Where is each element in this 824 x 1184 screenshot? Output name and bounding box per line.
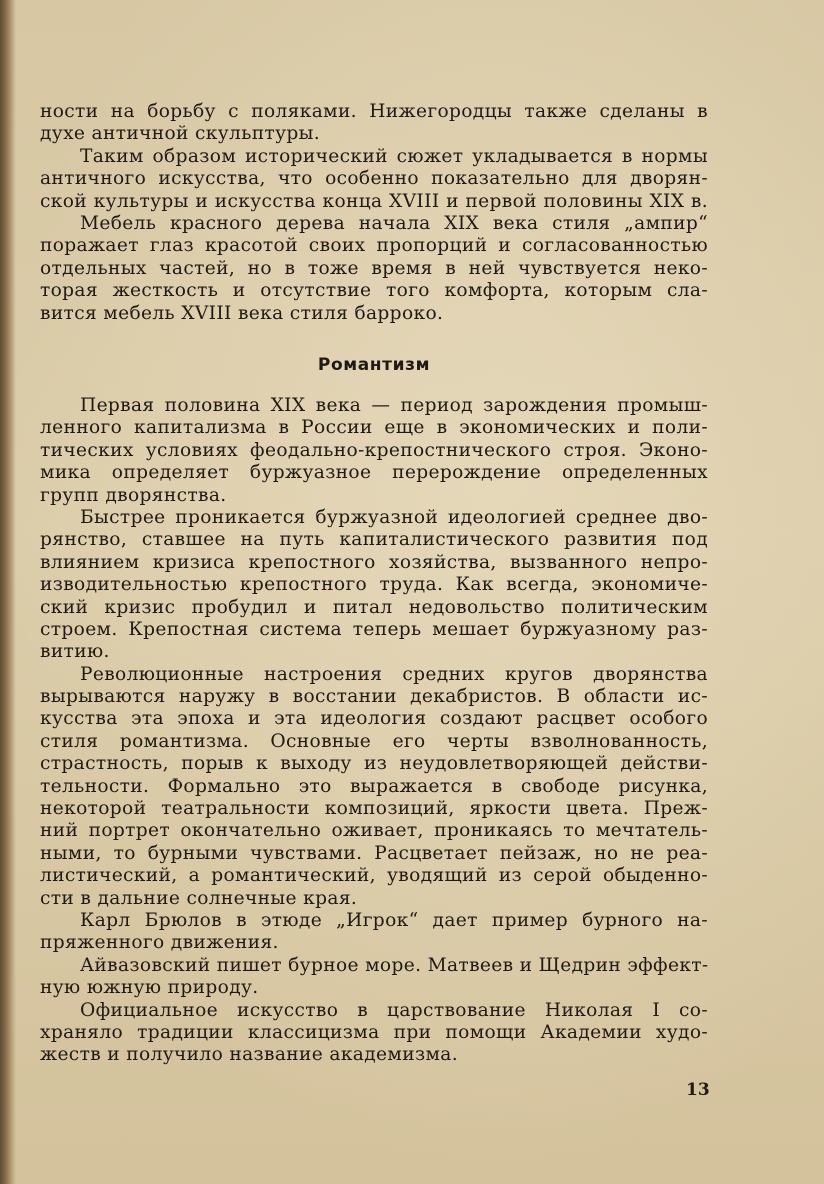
text-line: некоторой театральности композиций, яркости цвета. Преж-	[40, 798, 708, 820]
text-line: Официальное искусство в царствование Николая I со-	[80, 999, 708, 1021]
text-line: Айвазовский пишет бурное море. Матвеев и Щедрин эффект-	[80, 954, 709, 976]
text-line: Революционные настроения средних кругов дворянства	[80, 663, 708, 685]
text-line: ской культуры и искусства конца XVIII и первой половины XIX в.	[40, 190, 708, 212]
text-line: ными, то бурными чувствами. Расцветает пейзаж, но не реа-	[40, 842, 708, 864]
text-line: рянство, ставшее на путь капиталистического развития под	[40, 529, 708, 551]
text-line: ную южную природу.	[40, 977, 259, 999]
text-line: листический, а романтический, уводящий из серой обыденно-	[40, 865, 708, 887]
text-line: стиля романтизма. Основные его черты взволнованность,	[40, 730, 708, 752]
text-line: вырываются наружу в восстании декабристов. В области ис-	[40, 686, 708, 708]
text-line: торая жесткость и отсутствие того комфорта, которым сла-	[40, 280, 708, 302]
text-line: тельности. Формально это выражается в свободе рисунка,	[40, 775, 708, 797]
text-line: ленного капитализма в России еще в экономических и поли-	[40, 417, 708, 439]
text-line: духе античной скульптуры.	[40, 123, 321, 145]
text-line: жеств и получило название академизма.	[40, 1044, 458, 1066]
text-line: тических условиях феодально-крепостнического строя. Эконо-	[40, 439, 708, 461]
text-line: Мебель красного дерева начала XIX века стиля „ампир“	[80, 212, 708, 234]
section-heading: Романтизм	[317, 355, 431, 375]
text-line: поражает глаз красотой своих пропорций и согласованностью	[40, 235, 708, 257]
page-number: 13	[686, 1080, 710, 1100]
text-line: Таким образом исторический сюжет укладывается в нормы	[80, 145, 708, 167]
text-line: ности на борьбу с поляками. Нижегородцы также сделаны в	[40, 101, 708, 122]
text-line: ний портрет окончательно оживает, проникаясь то мечтатель-	[40, 820, 708, 842]
text-line: групп дворянства.	[40, 484, 227, 506]
text-line: мика определяет буржуазное перерождение определенных	[40, 462, 708, 484]
body-text-section-2	[40, 395, 708, 1067]
page-binding-edge	[0, 0, 16, 1184]
text-line: античного искусства, что особенно показательно для дворян-	[40, 168, 708, 190]
text-line: вится мебель XVIII века стиля барроко.	[40, 302, 444, 324]
text-line: храняло традиции классицизма при помощи Академии худо-	[40, 1021, 708, 1043]
text-line: изводительностью крепостного труда. Как всегда, экономиче-	[40, 574, 708, 596]
body-text-section-1	[40, 101, 708, 325]
text-line: строем. Крепостная система теперь мешает буржуазному раз-	[40, 618, 708, 640]
text-line: отдельных частей, но в тоже время в ней чувствуется неко-	[40, 257, 708, 279]
text-line: Карл Брюлов в этюде „Игрок“ дает пример бурного на-	[80, 909, 708, 931]
text-line: влиянием кризиса крепостного хозяйства, вызванного непро-	[40, 551, 708, 573]
text-line: ский кризис пробудил и питал недовольство политическим	[40, 596, 708, 618]
text-line: витию.	[40, 641, 110, 663]
text-line: сти в дальние солнечные края.	[40, 887, 358, 909]
text-line: страстность, порыв к выходу из неудовлетворяющей действи-	[40, 753, 708, 775]
text-line: Первая половина XIX века — период зарождения промыш-	[80, 395, 708, 416]
text-line: кусства эта эпоха и эта идеология создают расцвет особого	[40, 708, 708, 730]
text-line: пряженного движения.	[40, 932, 279, 954]
text-line: Быстрее проникается буржуазной идеологией среднее дво-	[80, 506, 708, 528]
